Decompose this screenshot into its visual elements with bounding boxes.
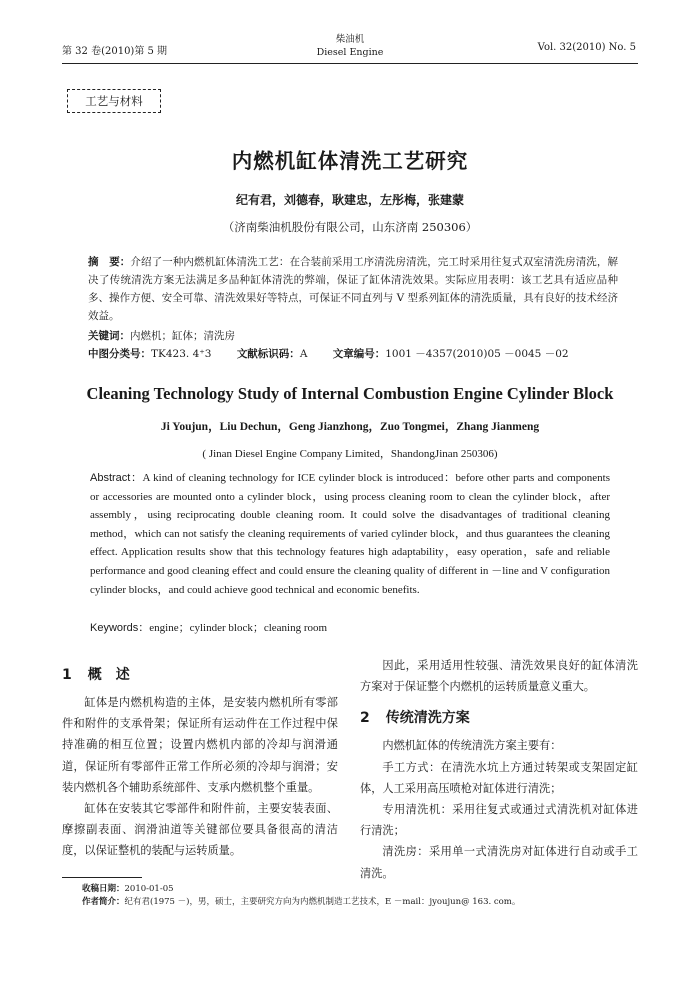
- keywords-en-text: ：engine；cylinder block；cleaning room: [138, 622, 328, 634]
- doc-code-value: A: [299, 348, 308, 360]
- received-date-value: 2010-01-05: [124, 884, 174, 894]
- journal-name-cn: 柴油机: [335, 34, 365, 45]
- authors-en: Ji Youjun，Liu Dechun，Geng Jianzhong，Zuo Tongmei，Zhang Jianmeng: [160, 421, 540, 433]
- keywords-cn-text: 内燃机；缸体；清洗房: [130, 330, 235, 342]
- section-2-paragraph-1: 内燃机缸体的传统清洗方案主要有：: [382, 739, 562, 753]
- article-no-value: 1001 －4357(2010)05 －0045 －02: [385, 348, 569, 360]
- affiliation-en: ( Jinan Diesel Engine Company Limited，ShandongJinan 250306): [202, 448, 498, 460]
- paper-title-cn: 内燃机缸体清洗工艺研究: [231, 149, 469, 173]
- footnote-rule: [62, 877, 142, 878]
- section-1-conclusion-paragraph: 因此，采用适用性较强、清洗效果良好的缸体清洗方案对于保证整个内燃机的运转质量意义重大。: [360, 659, 638, 694]
- section-1-title: 概 述: [87, 667, 130, 683]
- section-1-number: 1: [62, 667, 72, 683]
- abstract-cn-text: 介绍了一种内燃机缸体清洗工艺：在合装前采用工序清洗房清洗，完工时采用往复式双室清洗房清洗，解决了传统清洗方案无法满足多品种缸体清洗的弊端，保证了缸体清洗效果。实际应用表明：该工艺具有适应品种多、操作方便、安全可靠、清洗效果好等特点，可保证不同直列与 V 型系列缸体的清洗质量，具有良好的技术经济效益。: [88, 256, 619, 322]
- section-2-title: 传统清洗方案: [385, 710, 470, 727]
- keywords-en: [90, 619, 327, 637]
- received-date-label: 收稿日期：: [82, 884, 125, 894]
- section-2-number: 2: [360, 710, 370, 727]
- abstract-en-text: ：A kind of cleaning technology for ICE cylinder block is introduced：before other parts and components or accessories are mounted onto a cylinder block，using process cleaning room to clean the cylinder block，after assembly，using reciprocating double cleaning room. It could solve the disadvantages of traditional cleaning method，which can not satisfy the cleaning requirements of varied cylinder block，and thus guarantees the cleaning effect. Application results show that this technology features high adaptability，easy operation，safe and reliable performance and good cleaning effect and could ensure the cleaning quality of different in －line and V configuration cylinder blocks，and could achieve good technical and economic benefits.: [90, 472, 610, 596]
- category-box: 工艺与材料: [67, 89, 161, 113]
- journal-name-en: Diesel Engine: [316, 47, 384, 58]
- section-2-paragraph-3: 专用清洗机：采用往复式或通过式清洗机对缸体进行清洗；: [360, 803, 638, 838]
- author-bio: [82, 896, 642, 909]
- clc-label: 中图分类号：: [88, 348, 151, 360]
- affiliation-cn: （济南柴油机股份有限公司，山东济南 250306）: [222, 220, 478, 234]
- header-rule: [62, 63, 638, 64]
- section-2-paragraph-4: 清洗房：采用单一式清洗房对缸体进行自动或手工清洗。: [360, 845, 638, 880]
- author-bio-label: 作者简介：: [82, 897, 125, 907]
- right-column: [360, 655, 638, 884]
- abstract-cn-label: 摘 要：: [88, 256, 131, 268]
- received-date: [82, 883, 642, 896]
- keywords-en-label: Keywords: [90, 622, 139, 634]
- doc-code-label: 文献标识码：: [236, 348, 300, 360]
- clc-value: TK423. 4⁺3: [151, 348, 212, 360]
- keywords-cn: [88, 327, 235, 345]
- paper-title-en: Cleaning Technology Study of Internal Combustion Engine Cylinder Block: [86, 384, 614, 403]
- authors-cn: 纪有君，刘德春，耿建忠，左彤梅，张建蒙: [235, 193, 464, 207]
- author-bio-value: 纪有君(1975 －)，男，硕士，主要研究方向为内燃机制造工艺技术，E －mail：jyoujun@ 163. com。: [124, 897, 521, 907]
- section-1: [62, 664, 338, 862]
- abstract-en: [90, 469, 610, 599]
- article-no-label: 文章编号：: [332, 348, 386, 360]
- footnote: [82, 883, 642, 909]
- keywords-cn-label: 关键词：: [88, 330, 130, 342]
- running-header-volume: 第 32 卷(2010)第 5 期: [62, 46, 168, 57]
- section-2-heading: [360, 707, 638, 727]
- running-header-volume-en: Vol. 32(2010) No. 5: [537, 42, 636, 53]
- section-1-heading: [62, 664, 338, 684]
- section-1-paragraph-1: 缸体是内燃机构造的主体，是安装内燃机所有零部件和附件的支承骨架；保证所有运动件在工作过程中保持准确的相互位置；设置内燃机内部的冷却与润滑通道，保证所有零部件正常工作所必须的冷却与润滑；安装内燃机各个辅助系统部件、支承内燃机整个重量。: [62, 696, 338, 794]
- section-2-paragraph-2: 手工方式：在清洗水坑上方通过转架或支架固定缸体，人工采用高压喷枪对缸体进行清洗；: [360, 760, 638, 795]
- classification-row: [88, 346, 628, 362]
- section-1-paragraph-2: 缸体在安装其它零部件和附件前，主要安装表面、摩擦副表面、润滑油道等关键部位要具备很高的清洁度，以保证整机的装配与运转质量。: [62, 802, 338, 858]
- abstract-en-label: Abstract: [90, 472, 131, 484]
- abstract-cn: [88, 253, 618, 325]
